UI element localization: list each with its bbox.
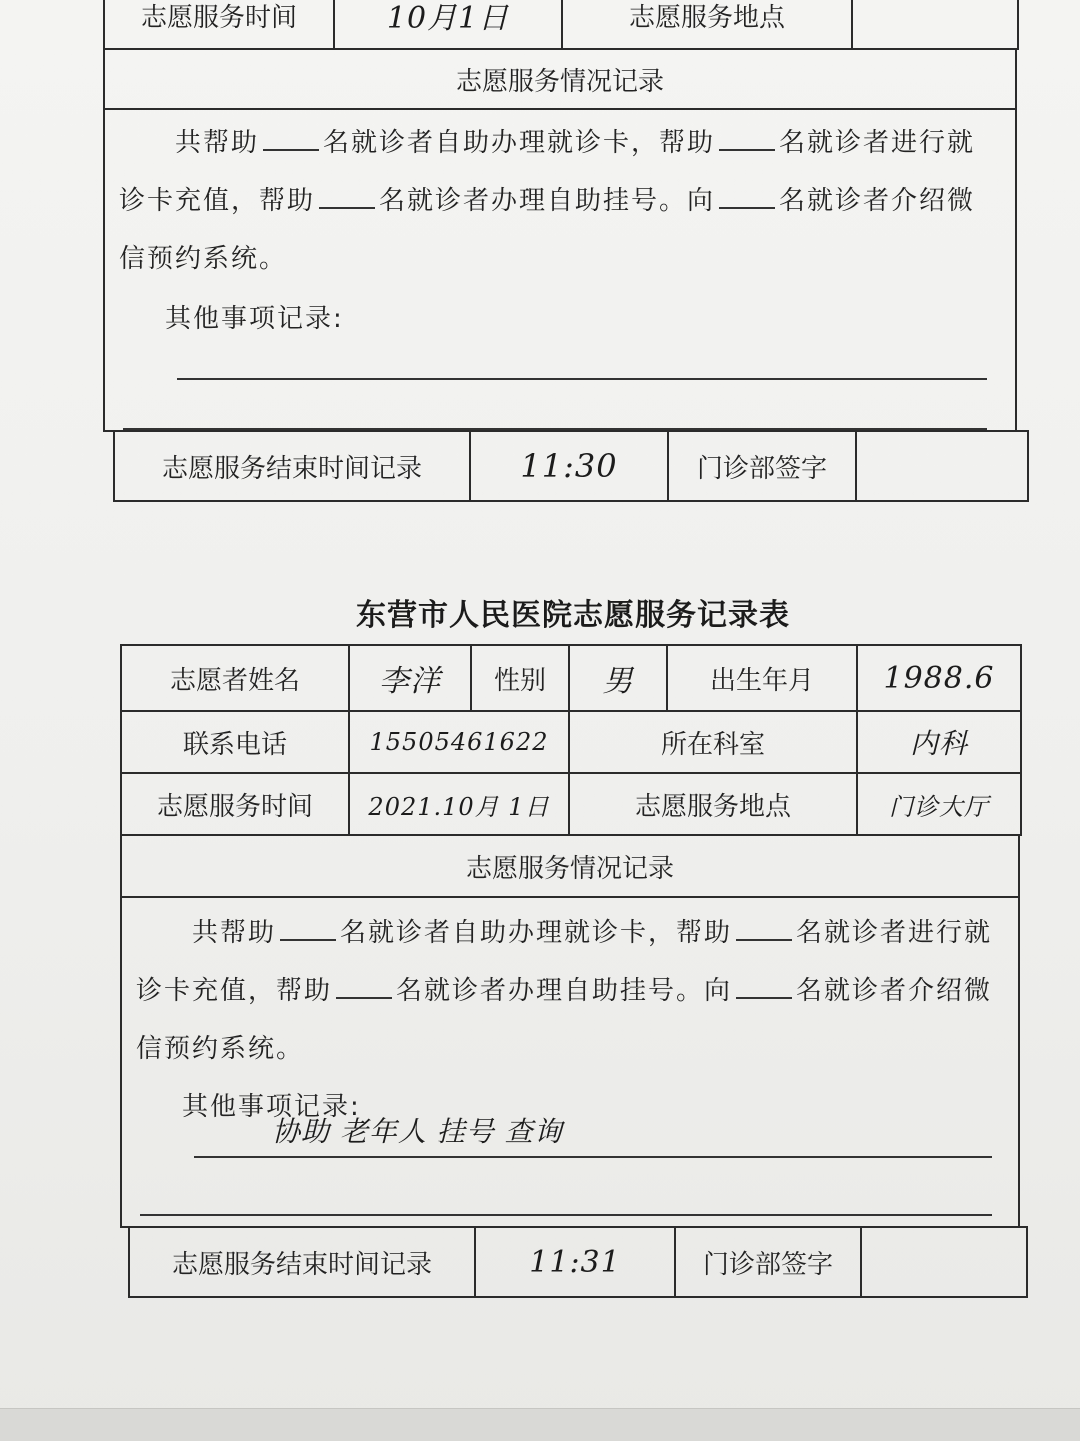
body2-text-2a: 诊卡充值，帮助 [136, 976, 333, 1006]
blank2-4 [736, 975, 792, 999]
label-service-place-2: 志愿服务地点 [569, 773, 857, 835]
page-edge-strip [0, 1408, 1080, 1441]
body2-text-1: 共帮助 [192, 918, 277, 948]
value-sign [856, 431, 1028, 501]
body-text-1b: 名就诊者自助办理就诊卡，帮助 [323, 128, 716, 158]
label-service-time-2: 志愿服务时间 [121, 773, 349, 835]
value-service-place [852, 0, 1018, 49]
blank-2 [719, 127, 775, 151]
label-sign-2: 门诊部签字 [675, 1227, 861, 1297]
blank2-1 [280, 917, 336, 941]
body2-text-1c: 名就诊者进行就 [796, 918, 993, 948]
blank-3 [319, 185, 375, 209]
bottom-form [120, 644, 1020, 1298]
body2-text-3: 信预约系统。 [136, 1034, 305, 1064]
value-service-place-2: 门诊大厅 [857, 773, 1021, 835]
label-gender: 性别 [471, 645, 569, 711]
value-end-time-2: 11:31 [475, 1227, 675, 1297]
label-volunteer-name: 志愿者姓名 [121, 645, 349, 711]
label-phone: 联系电话 [121, 711, 349, 773]
value-volunteer-name: 李洋 [349, 645, 471, 711]
body-text-1c: 名就诊者进行就 [779, 128, 976, 158]
value-phone: 15505461622 [349, 711, 569, 773]
other-label: 其他事项记录: [165, 304, 344, 334]
other-value-2: 协助 老年人 挂号 查询 [272, 1115, 563, 1148]
other-rule-2 [123, 428, 987, 430]
blank-1 [263, 127, 319, 151]
record-body [104, 109, 1016, 431]
value-end-time: 11:30 [470, 431, 668, 501]
label-end-time-2: 志愿服务结束时间记录 [129, 1227, 475, 1297]
blank2-3 [336, 975, 392, 999]
body-text-3: 信预约系统。 [119, 244, 288, 274]
value-department: 内科 [857, 711, 1021, 773]
body-text-2c: 名就诊者介绍微 [779, 186, 976, 216]
body-text-1: 共帮助 [175, 128, 260, 158]
label-service-place: 志愿服务地点 [562, 0, 852, 49]
value-service-time-2: 2021.10月 1日 [349, 773, 569, 835]
other-rule-2-2 [140, 1214, 992, 1216]
body-text-2a: 诊卡充值，帮助 [119, 186, 316, 216]
blank2-2 [736, 917, 792, 941]
top-form [103, 0, 1017, 502]
form-title: 东营市人民医院志愿服务记录表 [356, 598, 790, 633]
body2-text-2b: 名就诊者办理自助挂号。向 [396, 976, 733, 1006]
other-rule-1 [177, 378, 987, 380]
other-rule-2-1 [194, 1156, 992, 1158]
label-department: 所在科室 [569, 711, 857, 773]
value-service-time: 10月1日 [334, 0, 562, 49]
value-sign-2 [861, 1227, 1027, 1297]
label-end-time: 志愿服务结束时间记录 [114, 431, 470, 501]
body2-text-1b: 名就诊者自助办理就诊卡，帮助 [340, 918, 733, 948]
record-body-2 [121, 897, 1019, 1227]
body2-text-2c: 名就诊者介绍微 [796, 976, 993, 1006]
label-service-time: 志愿服务时间 [104, 0, 334, 49]
record-header-2: 志愿服务情况记录 [121, 835, 1019, 897]
record-header: 志愿服务情况记录 [104, 49, 1016, 109]
label-sign: 门诊部签字 [668, 431, 856, 501]
other-label-2: 其他事项记录: [182, 1092, 361, 1122]
value-birth: 1988.6 [857, 645, 1021, 711]
blank-4 [719, 185, 775, 209]
body-text-2b: 名就诊者办理自助挂号。向 [379, 186, 716, 216]
label-birth: 出生年月 [667, 645, 857, 711]
value-gender: 男 [569, 645, 667, 711]
